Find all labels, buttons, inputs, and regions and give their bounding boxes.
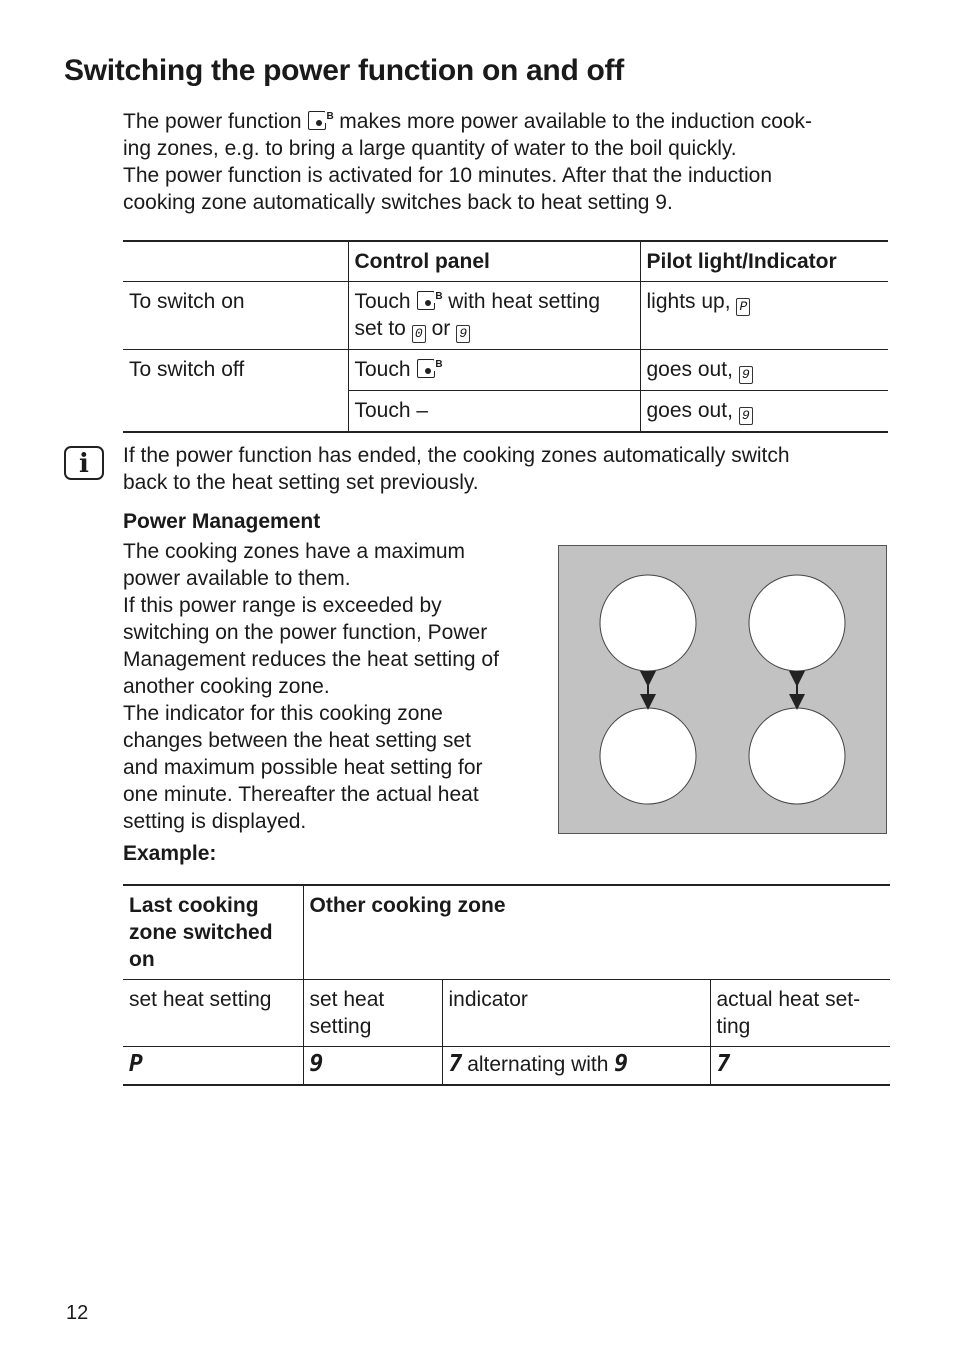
cell-set-heat-setting: set heat setting: [123, 980, 303, 1047]
power-function-icon: B: [417, 359, 441, 379]
display-nine-icon: 9: [739, 407, 753, 425]
cell-line: ting: [716, 1015, 751, 1038]
header-cell-empty: [123, 241, 348, 282]
table-row: [123, 1047, 890, 1086]
cell-indicator: indicator: [442, 980, 710, 1047]
pm-line: setting is displayed.: [123, 810, 307, 833]
cooking-zone-rear-right: [749, 708, 845, 804]
display-p-icon: P: [129, 1051, 142, 1077]
table-row: [123, 282, 888, 350]
goes-out-text: goes out,: [646, 358, 733, 381]
lights-up-text: lights up,: [646, 290, 731, 313]
header-other-zone: Other cooking zone: [303, 885, 890, 980]
switch-off-touch-text: Touch: [354, 358, 411, 381]
intro-line4: cooking zone automatically switches back to heat setting 9.: [123, 191, 673, 214]
table-row: [123, 980, 890, 1047]
switch-on-control: [348, 282, 640, 350]
row-label-switch-on: To switch on: [123, 282, 348, 350]
switch-on-or-text: or: [431, 317, 451, 340]
page-number: 12: [66, 1302, 89, 1324]
intro-line1-pre: The power function: [123, 110, 302, 133]
header-last-zone: [123, 885, 303, 980]
note-line1: If the power function has ended, the cooking zones automatically switch: [123, 444, 790, 467]
header-line: on: [129, 948, 155, 971]
cell-line: set heat: [309, 988, 385, 1011]
cell-line: setting: [309, 1015, 372, 1038]
display-zero-icon: 0: [412, 325, 426, 343]
switch-off-control-b: Touch –: [348, 391, 640, 433]
cell-actual-heat-setting: [710, 980, 890, 1047]
page-title: Switching the power function on and off: [64, 54, 624, 87]
display-nine-icon: 9: [456, 325, 470, 343]
display-p-icon: P: [736, 298, 750, 316]
display-nine-icon: 9: [614, 1051, 628, 1077]
pm-line: one minute. Thereafter the actual heat: [123, 783, 479, 806]
header-line: Last cooking: [129, 894, 259, 917]
cooking-zone-rear-left: [600, 708, 696, 804]
cell-digit-p: [123, 1047, 303, 1086]
note-paragraph: [123, 442, 893, 496]
cooking-zone-front-left: [600, 575, 696, 671]
display-nine-icon: 9: [739, 366, 753, 384]
cell-set-heat-setting-other: [303, 980, 442, 1047]
alternating-text: alternating with: [467, 1053, 609, 1076]
intro-paragraph: [123, 108, 893, 216]
pm-line: changes between the heat setting set: [123, 729, 471, 752]
table-header-row: [123, 885, 890, 980]
example-table: [123, 884, 890, 1086]
cell-line: actual heat set-: [716, 988, 861, 1011]
switch-on-touch-text: Touch: [354, 290, 411, 313]
cooking-zone-front-right: [749, 575, 845, 671]
switch-on-with-text: with heat setting: [448, 290, 600, 313]
cell-alternating: [442, 1047, 710, 1086]
pm-line: power available to them.: [123, 567, 351, 590]
display-nine-icon: 9: [309, 1051, 323, 1077]
pm-line: another cooking zone.: [123, 675, 330, 698]
header-pilot-light: Pilot light/Indicator: [640, 241, 888, 282]
switch-off-control-a: [348, 350, 640, 391]
pm-line: If this power range is exceeded by: [123, 594, 442, 617]
pm-line: The cooking zones have a maximum: [123, 540, 465, 563]
switch-off-indicator-b: [640, 391, 888, 433]
row-label-switch-off: To switch off: [123, 350, 348, 433]
switch-on-indicator: [640, 282, 888, 350]
intro-line1-post: makes more power available to the induction cook-: [339, 110, 813, 133]
note-line2: back to the heat setting set previously.: [123, 471, 479, 494]
cell-digit-9: [303, 1047, 442, 1086]
table-row: [123, 350, 888, 391]
switch-on-setto-text: set to: [354, 317, 406, 340]
switch-off-indicator-a: [640, 350, 888, 391]
info-icon: i: [64, 446, 104, 480]
cell-digit-7: [710, 1047, 890, 1086]
display-seven-icon: 7: [716, 1051, 730, 1077]
pm-line: The indicator for this cooking zone: [123, 702, 443, 725]
pm-line: and maximum possible heat setting for: [123, 756, 483, 779]
power-function-table: [123, 240, 888, 433]
header-line: zone switched: [129, 921, 273, 944]
intro-line3: The power function is activated for 10 minutes. After that the induction: [123, 164, 773, 187]
display-seven-icon: 7: [448, 1051, 462, 1077]
power-management-text: [123, 538, 543, 835]
hob-diagram: [558, 545, 887, 834]
example-label: Example:: [123, 842, 217, 865]
power-function-icon: B: [308, 111, 332, 131]
intro-line2: ing zones, e.g. to bring a large quantity of water to the boil quickly.: [123, 137, 737, 160]
header-control-panel: Control panel: [348, 241, 640, 282]
pm-line: switching on the power function, Power: [123, 621, 488, 644]
pm-line: Management reduces the heat setting of: [123, 648, 499, 671]
power-function-icon: B: [417, 291, 441, 311]
hob-diagram-svg: [559, 546, 886, 833]
goes-out-text: goes out,: [646, 399, 733, 422]
table-header-row: [123, 241, 888, 282]
power-management-title: Power Management: [123, 510, 321, 533]
